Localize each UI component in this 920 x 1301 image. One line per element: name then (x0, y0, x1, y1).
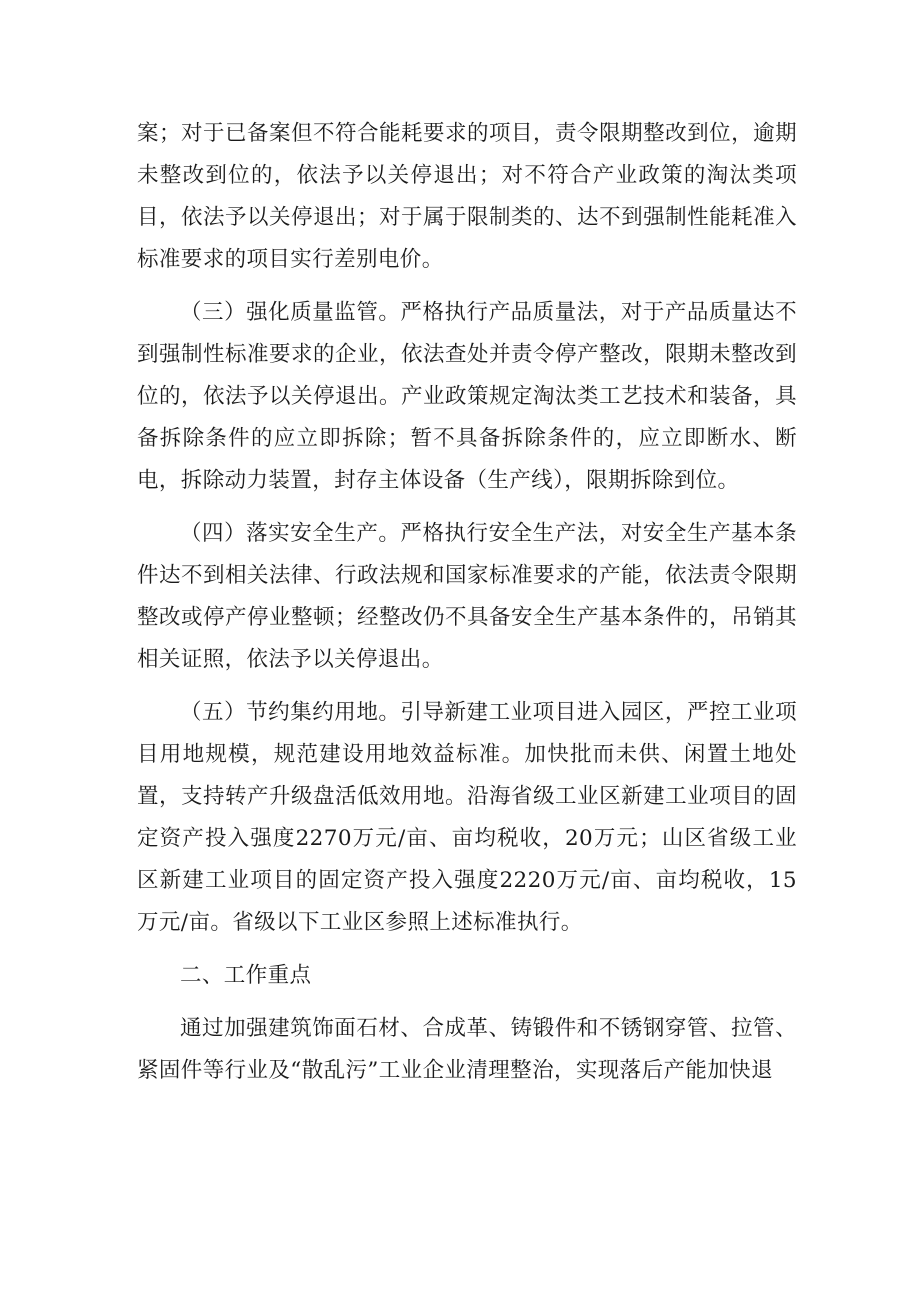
paragraph-continuation: 案；对于已备案但不符合能耗要求的项目，责令限期整改到位，逾期未整改到位的，依法予以关停退出；对不符合产业政策的淘汰类项目，依法予以关停退出；对于属于限制类的、达不到强制性能耗准入标准要求的项目实行差别电价。 (137, 121, 797, 272)
paragraph-land-use: （五）节约集约用地。引导新建工业项目进入园区，严控工业项目用地规模，规范建设用地效益标准。加快批而未供、闲置土地处置，支持转产升级盘活低效用地。沿海省级工业区新建工业项目的固定资产投入强度2270万元/亩、亩均税收，20万元；山区省级工业区新建工业项目的固定资产投入强度2220万元/亩、亩均税收，15万元/亩。省级以下工业区参照上述标准执行。 (137, 700, 797, 935)
document-body (137, 113, 797, 1092)
paragraph-safety-production: （四）落实安全生产。严格执行安全生产法，对安全生产基本条件达不到相关法律、行政法规和国家标准要求的产能，依法责令限期整改或停产停业整顿；经整改仍不具备安全生产基本条件的，吊销其相关证照，依法予以关停退出。 (137, 521, 797, 672)
section-heading: 二、工作重点 (180, 963, 312, 988)
paragraph-quality-supervision: （三）强化质量监管。严格执行产品质量法，对于产品质量达不到强制性标准要求的企业，依法查处并责令停产整改，限期未整改到位的，依法予以关停退出。产业政策规定淘汰类工艺技术和装备，具备拆除条件的应立即拆除；暂不具备拆除条件的，应立即断水、断电，拆除动力装置，封存主体设备（生产线），限期拆除到位。 (137, 300, 797, 493)
paragraph-work-focus: 通过加强建筑饰面石材、合成革、铸锻件和不锈钢穿管、拉管、紧固件等行业及“散乱污”工业企业清理整治，实现落后产能加快退 (137, 1016, 797, 1083)
